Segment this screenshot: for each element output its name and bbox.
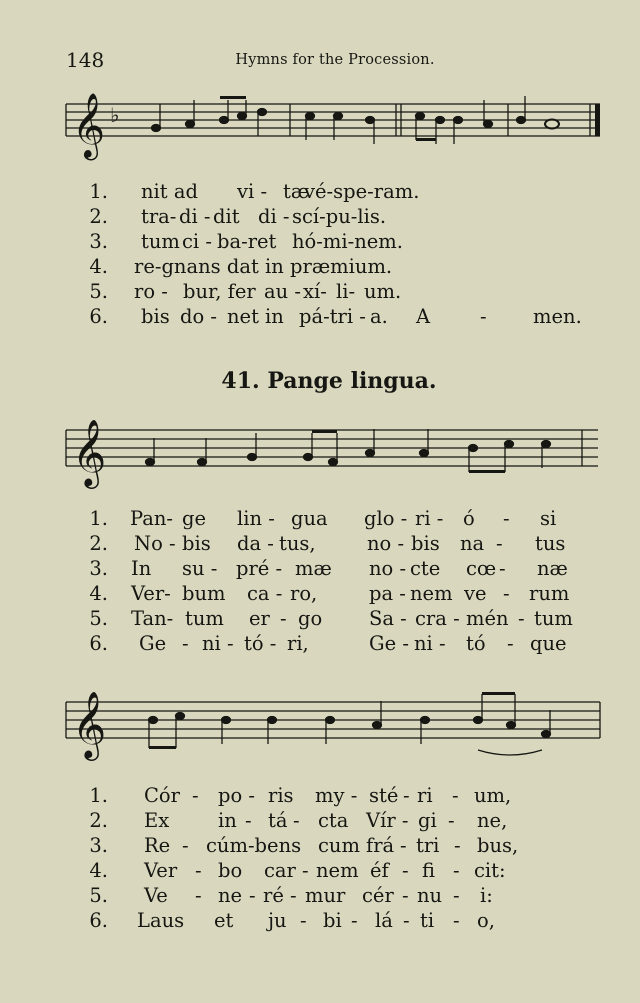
syllable: ó [463,507,475,530]
syllable: ri - [415,507,444,530]
syllable: mén [466,607,509,630]
syllable: cit: [474,859,506,882]
verse-number: 2. [89,809,108,832]
syllable: - [300,909,307,932]
syllable: - [453,909,460,932]
syllable: ci - [182,230,212,253]
syllable: scí-pu-lis. [292,205,387,228]
syllable: cér [362,884,394,907]
syllable: tá [268,809,288,832]
syllable: bis [411,532,440,555]
verse-number: 5. [89,607,108,630]
syllable: - [290,884,297,907]
syllable: tó [466,632,486,655]
verse-number: 3. [89,557,108,580]
syllable: - [403,784,410,807]
syllable: ris [268,784,294,807]
syllable: bum [182,582,226,605]
syllable: frá [366,834,395,857]
syllable: pré - [236,557,283,580]
syllable: gua [291,507,328,530]
syllable: ne [218,884,243,907]
syllable: ro - [134,280,168,303]
syllable: bus, [477,834,519,857]
syllable: ca - [247,582,283,605]
syllable: - [280,607,287,630]
syllable: Ve [144,884,168,907]
syllable: - [403,909,410,932]
syllable: nem [410,582,453,605]
syllable: A [416,305,431,328]
syllable: in [218,809,237,832]
syllable: - [195,884,202,907]
syllable: Ver- [131,582,171,605]
syllable: hó-mi-nem. [292,230,403,253]
syllable: Cór [144,784,180,807]
syllable: - [448,809,455,832]
syllable: tum [534,607,573,630]
syllable: tó - [244,632,277,655]
syllable: car [264,859,296,882]
syllable: - [496,532,503,555]
syllable: si [540,507,557,530]
syllable: - [182,834,189,857]
syllable: Vír - [366,809,409,832]
verse-number: 1. [89,507,108,530]
svg-text:𝄞: 𝄞 [72,418,107,486]
music-staff-hymn1 [0,88,640,188]
syllable: - [453,859,460,882]
syllable: vé-spe-ram. [304,180,420,203]
verse-number: 2. [89,532,108,555]
syllable: um, [474,784,512,807]
verse-number: 4. [89,255,108,278]
syllable: ge [182,507,207,530]
syllable: lin - [237,507,275,530]
verse-number: 1. [89,784,108,807]
syllable: cœ [466,557,497,580]
syllable: Ver [144,859,178,882]
syllable: dit [213,205,240,228]
syllable: - [195,859,202,882]
syllable: nit ad [141,180,198,203]
syllable: ju [268,909,287,932]
verse-number: 4. [89,582,108,605]
syllable: - [249,884,256,907]
syllable: cta [318,809,349,832]
syllable: ni - [202,632,234,655]
syllable: tum [185,607,224,630]
syllable: Ex [144,809,170,832]
verse-number: 5. [89,280,108,303]
svg-text:𝄞: 𝄞 [72,690,107,758]
syllable: lá [375,909,393,932]
syllable: cte [410,557,441,580]
syllable: - [192,784,199,807]
syllable: ri [417,784,433,807]
syllable: - [507,632,514,655]
syllable: vi - [237,180,268,203]
syllable: tæ [283,180,310,203]
syllable: - [402,884,409,907]
syllable: ri, [287,632,309,655]
syllable: in [265,305,284,328]
verse-number: 3. [89,230,108,253]
verse-number: 1. [89,180,108,203]
syllable: ré [263,884,284,907]
syllable: - [302,859,309,882]
syllable: - [293,809,300,832]
syllable: er [249,607,270,630]
syllable: - [453,884,460,907]
syllable: ne, [477,809,508,832]
syllable: et [214,909,234,932]
syllable: Ge [139,632,167,655]
syllable: Pan- [130,507,174,530]
syllable: tra- [141,205,177,228]
page-number: 148 [66,48,105,72]
syllable: li- [336,280,356,303]
running-head: Hymns for the Procession. [235,52,435,68]
syllable: tus, [279,532,316,555]
syllable: - [182,632,189,655]
syllable: su - [182,557,218,580]
syllable: au - [264,280,301,303]
syllable: no - [369,557,407,580]
syllable: glo - [364,507,408,530]
syllable: ti [420,909,435,932]
syllable: cúm-bens [206,834,302,857]
syllable: na [460,532,485,555]
syllable: Tan- [131,607,174,630]
verse-number: 3. [89,834,108,857]
syllable: ba-ret [217,230,277,253]
syllable: di - [179,205,211,228]
syllable: do - [180,305,218,328]
syllable: my - [315,784,358,807]
syllable: re-gnans dat in præmium. [134,255,393,278]
syllable: sté [369,784,399,807]
syllable: bur, fer [183,280,256,303]
syllable: Re [144,834,171,857]
syllable: - [245,809,252,832]
syllable: cra - [415,607,460,630]
syllable: o, [477,909,495,932]
syllable: No - [134,532,176,555]
syllable: no - [367,532,405,555]
syllable: gi [418,809,437,832]
syllable: a. [370,305,388,328]
syllable: éf [370,859,389,882]
syllable: um. [364,280,402,303]
syllable: - [400,834,407,857]
syllable: net [227,305,259,328]
syllable: mæ [295,557,332,580]
syllable: fi [422,859,436,882]
syllable: nu [417,884,443,907]
syllable: Laus [137,909,185,932]
music-staff-hymn2-system2 [0,682,640,772]
music-staff-hymn2-system1 [0,410,640,500]
syllable: ro, [290,582,318,605]
syllable: Ge - [369,632,409,655]
syllable: - [402,859,409,882]
syllable: - [480,305,487,328]
syllable: pa - [369,582,406,605]
syllable: - [499,557,506,580]
hymn-title: 41. Pange lingua. [221,368,437,394]
syllable: cum [318,834,360,857]
syllable: i: [480,884,493,907]
syllable: In [131,557,152,580]
verse-number: 5. [89,884,108,907]
syllable: men. [533,305,582,328]
syllable: po - [218,784,256,807]
syllable: di - [258,205,290,228]
syllable: Sa - [369,607,407,630]
verse-number: 4. [89,859,108,882]
syllable: - [351,909,358,932]
verse-number: 6. [89,909,108,932]
syllable: tum [141,230,180,253]
verse-number: 6. [89,632,108,655]
syllable: ni - [414,632,446,655]
syllable: - [503,582,510,605]
syllable: pá-tri - [299,305,366,328]
syllable: da - [237,532,274,555]
syllable: tri [416,834,440,857]
syllable: - [518,607,525,630]
syllable: bis [182,532,211,555]
syllable: nem [316,859,359,882]
verse-number: 2. [89,205,108,228]
syllable: bi [323,909,342,932]
svg-text:♭: ♭ [110,103,120,127]
syllable: xí- [303,280,327,303]
syllable: bo [218,859,243,882]
syllable: - [454,834,461,857]
syllable: næ [537,557,568,580]
syllable: go [298,607,323,630]
syllable: rum [529,582,570,605]
syllable: - [503,507,510,530]
syllable: tus [535,532,566,555]
syllable: mur [305,884,346,907]
verse-number: 6. [89,305,108,328]
syllable: - [452,784,459,807]
syllable: que [530,632,567,655]
svg-text:𝄞: 𝄞 [72,93,106,158]
syllable: ve [464,582,487,605]
syllable: bis [141,305,170,328]
